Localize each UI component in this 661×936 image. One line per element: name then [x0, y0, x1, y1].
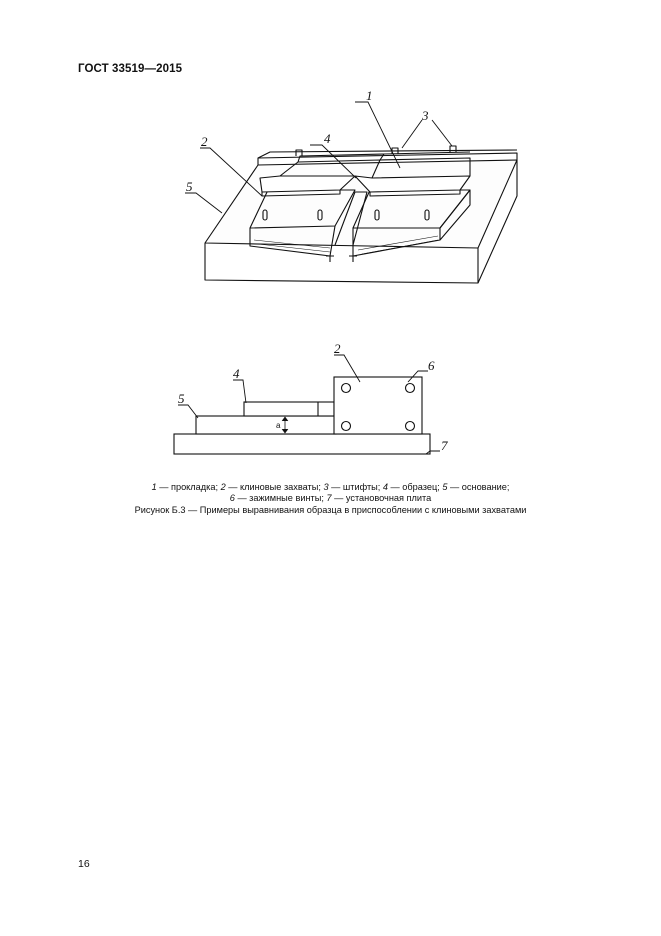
label-1-top: 1: [366, 88, 373, 103]
label-6-bottom: 6: [428, 358, 435, 373]
legend-num: 5: [442, 482, 448, 492]
page-number: 16: [78, 858, 90, 870]
legend-num: 6: [229, 493, 235, 503]
label-4-top: 4: [324, 131, 331, 146]
label-5-top: 5: [186, 179, 193, 194]
legend-text: — зажимные винты;: [234, 493, 327, 503]
figure-caption: Рисунок Б.3 — Примеры выравнивания образца в приспособлении с клиновыми захватами: [134, 505, 527, 515]
document-header: ГОСТ 33519—2015: [78, 63, 183, 75]
legend-line-1: [0, 482, 661, 493]
label-4-bottom: 4: [233, 366, 240, 381]
legend-num: 7: [326, 493, 332, 503]
label-2-bottom: 2: [334, 341, 341, 356]
legend-num: 4: [382, 482, 388, 492]
legend-text: — установочная плита: [331, 493, 432, 503]
legend-num: 3: [323, 482, 329, 492]
legend-text: — образец;: [388, 482, 443, 492]
legend-text: — штифты;: [328, 482, 383, 492]
label-3-top: 3: [422, 108, 429, 123]
label-a-dimension: a: [276, 421, 281, 430]
legend-num: 1: [151, 482, 157, 492]
legend-text: — основание;: [447, 482, 510, 492]
label-5-bottom: 5: [178, 391, 185, 406]
legend-text: — прокладка;: [156, 482, 221, 492]
legend-line-2: [0, 493, 661, 504]
label-2-top: 2: [201, 134, 208, 149]
label-7-bottom: 7: [441, 438, 448, 453]
legend-num: 2: [220, 482, 226, 492]
legend-text: — клиновые захваты;: [225, 482, 324, 492]
